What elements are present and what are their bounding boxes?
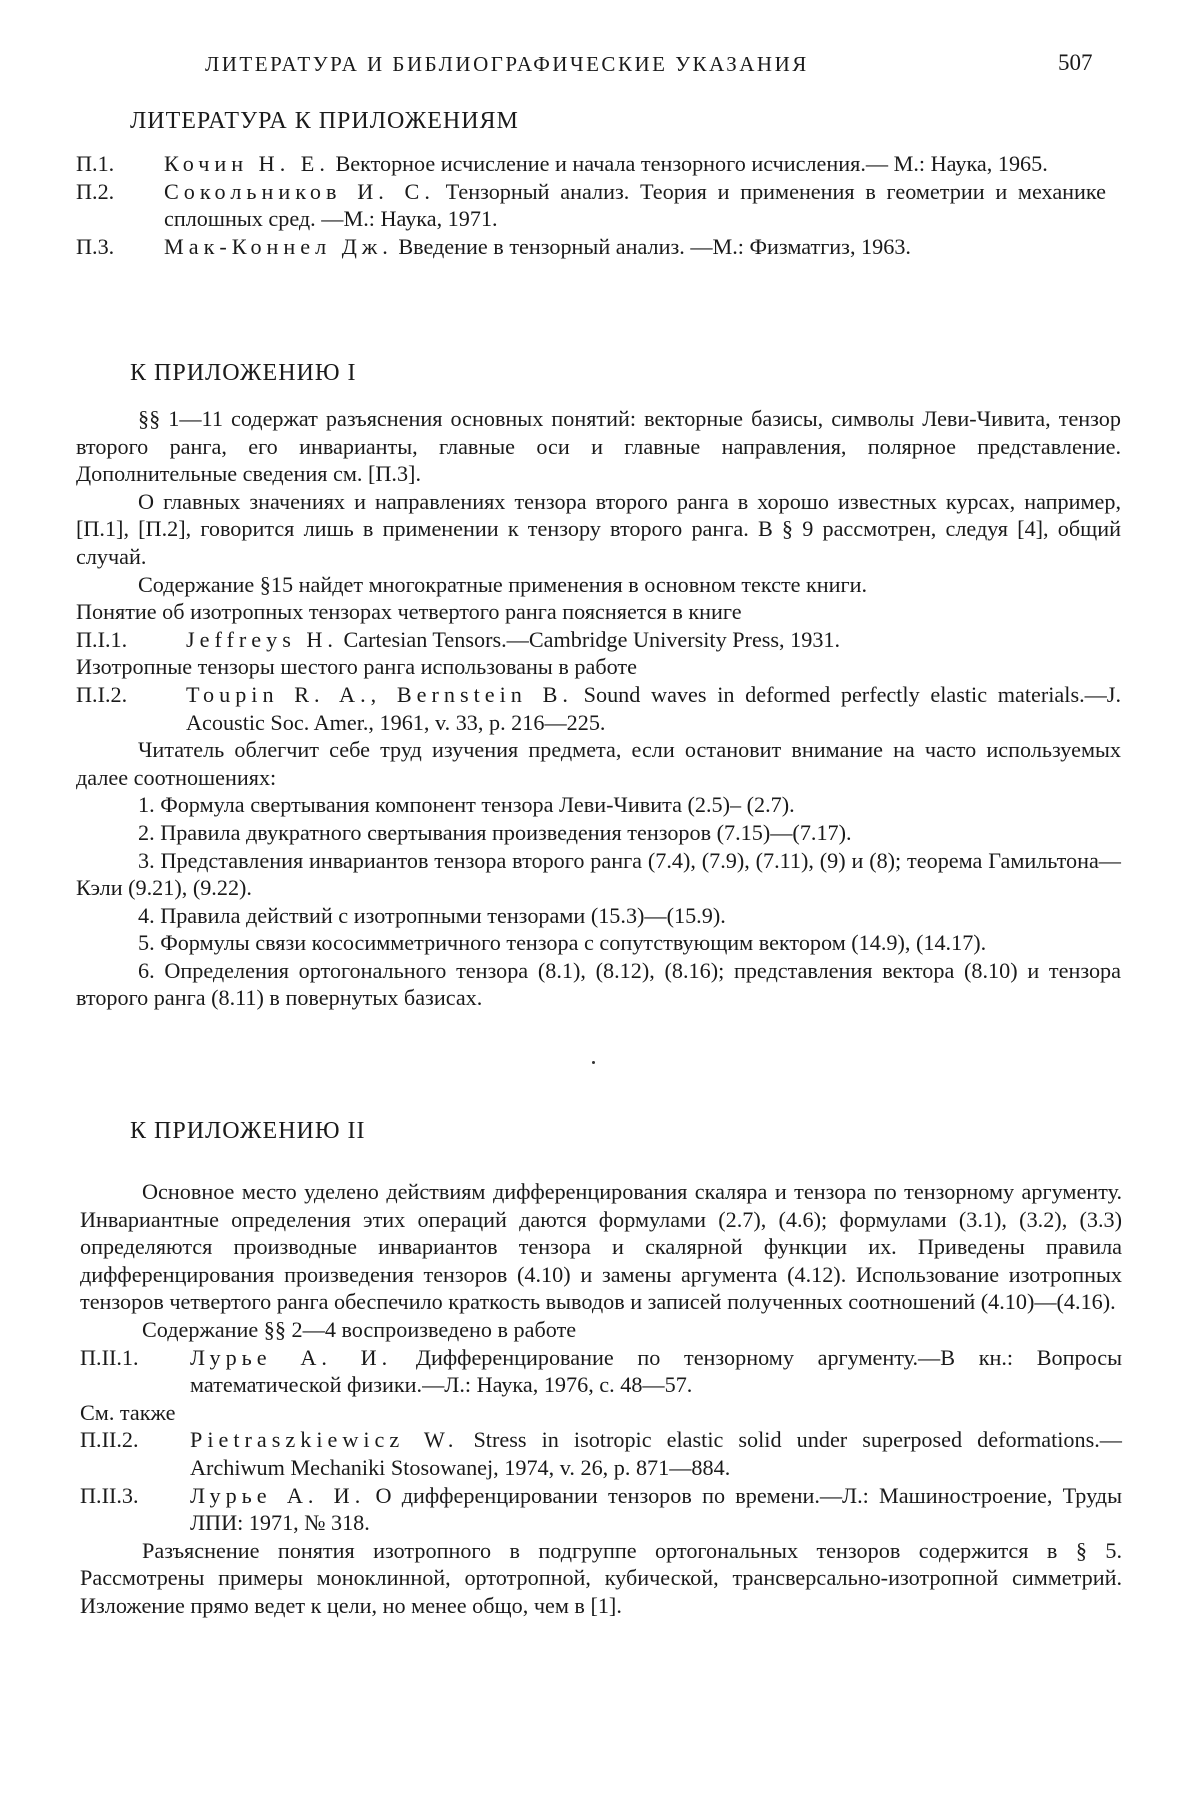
paragraph: Разъяснение понятия изотропного в подгруппе ортогональных тензоров содержится в § 5. Рассмотрены примеры моноклинной, ортотропной, кубической, трансверсально-изотропной симметрий. Изложение прямо ведет к цели, но менее общо, чем в [1]. <box>80 1537 1122 1618</box>
list-item: 5. Формулы связи кососимметричного тензора с сопутствующим вектором (14.9), (14.17). <box>138 930 987 956</box>
paragraph: Читатель облегчит себе труд изучения предмета, если остановит внимание на часто используемых далее соотношениях: <box>76 737 1121 790</box>
reference-author: Лурье А. И. <box>190 1482 366 1508</box>
reference-number: П.I.2. <box>76 681 128 707</box>
reference-text: Дифференцирование по тензорному аргументу.—В кн.: Вопросы математической физики.—Л.: Наука, 1976, с. 48—57. <box>190 1344 1122 1398</box>
reference-author: Кочин Н. Е. <box>164 151 330 176</box>
reference-item <box>76 626 1121 654</box>
reference-author: Jeffreys H. <box>186 626 338 652</box>
list-item: 1. Формула свертывания компонент тензора Леви-Чивита (2.5)– (2.7). <box>138 792 795 818</box>
section-heading-literature: ЛИТЕРАТУРА К ПРИЛОЖЕНИЯМ <box>130 108 519 134</box>
reference-text: Векторное исчисление и начала тензорного исчисления.— М.: Наука, 1965. <box>329 151 1048 176</box>
reference-number: П.I.1. <box>76 626 128 652</box>
reference-item <box>76 178 1106 233</box>
appendix-1-body <box>76 405 1121 1012</box>
list-item: 4. Правила действий с изотропными тензорами (15.3)—(15.9). <box>138 902 726 928</box>
list-item: 3. Представления инвариантов тензора второго ранга (7.4), (7.9), (7.11), (9) и (8); теорема Гамильтона—Кэли (9.21), (9.22). <box>76 847 1121 901</box>
reference-author: Сокольников И. С. <box>164 178 435 204</box>
reference-author: Pietraszkiewicz W. <box>190 1427 459 1453</box>
section-heading-appendix-2: К ПРИЛОЖЕНИЮ II <box>130 1118 366 1144</box>
paragraph: Содержание §15 найдет многократные применения в основном тексте книги. <box>138 571 868 597</box>
reference-item <box>76 681 1121 736</box>
reference-text: Sound waves in deformed perfectly elastic materials.—J. Acoustic Soc. Amer., 1961, v. 33, p. 216—225. <box>186 681 1121 735</box>
literature-list <box>76 150 1106 260</box>
appendix-2-body <box>80 1178 1122 1620</box>
section-heading-appendix-1: К ПРИЛОЖЕНИЮ I <box>130 360 357 386</box>
reference-text: Stress in isotropic elastic solid under superposed deformations.—Archiwum Mechaniki Stosowanej, 1974, v. 26, p. 871—884. <box>190 1427 1122 1480</box>
list-item: 2. Правила двукратного свертывания произведения тензоров (7.15)—(7.17). <box>138 819 852 845</box>
reference-author: Лурье А. И. <box>190 1344 393 1370</box>
reference-item <box>76 150 1106 178</box>
reference-text: О дифференцировании тензоров по времени.—Л.: Машиностроение, Труды ЛПИ: 1971, № 318. <box>190 1482 1122 1536</box>
reference-number: П.II.3. <box>80 1482 139 1508</box>
running-title: ЛИТЕРАТУРА И БИБЛИОГРАФИЧЕСКИЕ УКАЗАНИЯ <box>205 52 809 76</box>
page-number: 507 <box>1058 50 1093 75</box>
paragraph: О главных значениях и направлениях тензора второго ранга в хорошо известных курсах, например, [П.1], [П.2], говорится лишь в применении к тензору второго ранга. В § 9 рассмотрен, следуя [4], общий случай. <box>76 488 1121 569</box>
reference-item <box>80 1482 1122 1537</box>
paragraph: Содержание §§ 2—4 воспроизведено в работе <box>142 1316 577 1342</box>
paragraph: См. также <box>80 1399 176 1425</box>
reference-number: П.II.1. <box>80 1344 139 1370</box>
paragraph: Основное место уделено действиям дифференцирования скаляра и тензора по тензорному аргументу. Инвариантные определения этих операций даются формулами (2.7), (4.6); формулами (3.1), (3.2), (3.3) определяются производные инвариантов тензора и скалярной функции их. Приведены правила дифференцирования произведения тензоров (4.10) и замены аргумента (4.12). Использование изотропных тензоров четвертого ранга обеспечило краткость выводов и записей полученных соотношений (4.10)—(4.16). <box>80 1179 1122 1315</box>
reference-text: Введение в тензорный анализ. —М.: Физматгиз, 1963. <box>392 233 911 259</box>
reference-author: Toupin R. A., Bernstein B. <box>186 681 573 707</box>
paragraph: Изотропные тензоры шестого ранга использованы в работе <box>76 654 637 680</box>
reference-number: П.3. <box>76 233 115 259</box>
reference-item <box>76 233 1106 261</box>
reference-text: Тензорный анализ. Теория и применения в геометрии и механике сплошных сред. —М.: Наука, 1971. <box>164 178 1106 232</box>
paragraph: Понятие об изотропных тензорах четвертого ранга поясняется в книге <box>76 599 742 625</box>
list-item: 6. Определения ортогонального тензора (8.1), (8.12), (8.16); представления вектора (8.10) и тензора второго ранга (8.11) в повернутых базисах. <box>76 957 1121 1011</box>
reference-item <box>80 1426 1122 1481</box>
reference-number: П.2. <box>76 178 115 204</box>
reference-text: Cartesian Tensors.—Cambridge University Press, 1931. <box>337 626 841 652</box>
reference-item <box>80 1344 1122 1399</box>
paragraph: §§ 1—11 содержат разъяснения основных понятий: векторные базисы, символы Леви-Чивита, тензор второго ранга, его инварианты, главные оси и главные направления, полярное представление. Дополнительные сведения см. [П.3]. <box>76 406 1121 487</box>
print-speck <box>592 1061 595 1064</box>
reference-author: Мак-Коннел Дж. <box>164 233 393 259</box>
reference-number: П.1. <box>76 151 115 176</box>
reference-number: П.II.2. <box>80 1427 139 1453</box>
